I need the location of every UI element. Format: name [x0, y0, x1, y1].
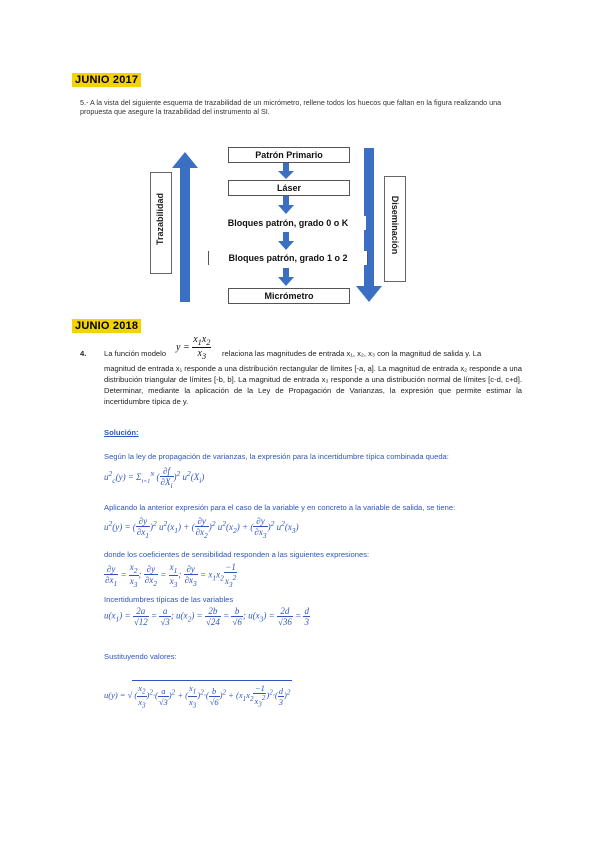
box-patron-primario: Patrón Primario: [228, 147, 350, 163]
section-header-2018: JUNIO 2018: [72, 319, 141, 333]
box-micrometro: Micrómetro: [228, 288, 350, 304]
traceability-diagram: [150, 140, 450, 310]
question-4-body: magnitud de entrada x₁ responde a una distribución rectangular de límites [-a, a]. La magnitud de entrada x₂ responde a una distribución triangular de límites [-b, b]. La magnitud de entrada x₃ responde a una distribución normal de límites [c-d, c+d]. Determinar, mediante la aplicación de la Ley de Propagación de Varianzas, la expresión que permite estimar la incertidumbre típica de y.: [104, 364, 522, 406]
solution-line-3: donde los coeficientes de sensibilidad responden a las siguientes expresiones:: [104, 550, 370, 559]
traceability-label: Trazabilidad: [155, 193, 165, 246]
model-function-formula: y = $\frac{x_1x_2}{x_3}$: [176, 334, 211, 361]
arrow-down-icon: [278, 196, 294, 214]
formula-applied: $u^2(y)$ = ( $\frac{\partial y}{\partial x_1}$ )$^2$ $u^2(x_1)$ + ( $\frac{\partial y}{\partial x_2}$ )$^2$ $u^2(x_2)$ + ( $\frac{\partial y}{\partial x_3}$ )$^2$ $u^2(x_3)$: [104, 516, 299, 540]
arrow-down-icon: [278, 163, 294, 179]
box-laser: Láser: [228, 180, 350, 196]
formula-typical-uncertainties: $u(x_1)$ = $\frac{2a}{√12}$ = $\frac{a}{√3}$ ; $u(x_2)$ = $\frac{2b}{√24}$ = $\frac{b}{√6}$ ; $u(x_3)$ = $\frac{2d}{√36}$ = $\frac{d}{3}$: [104, 606, 309, 627]
traceability-up-arrow: [172, 152, 198, 302]
solution-line-4: Incertidumbres típicas de las variables: [104, 595, 234, 604]
solution-line-5: Sustituyendo valores:: [104, 652, 177, 661]
arrow-down-icon: [278, 232, 294, 250]
solution-line-2: Aplicando la anterior expresión para el caso de la variable y en concreto a la variable de salida, se tiene:: [104, 503, 456, 512]
solution-title: Solución:: [104, 428, 139, 437]
solution-line-1: Según la ley de propagación de varianzas, la expresión para la incertidumbre típica combinada queda:: [104, 452, 449, 461]
question-5-text: 5.- A la vista del siguiente esquema de trazabilidad de un micrómetro, rellene todos los huecos que faltan en la figura realizando una propuesta que asegure la trazabilidad del instrumento al SI.: [80, 98, 502, 116]
box-bloques-grado-0: Bloques patrón, grado 0 o K: [210, 216, 366, 230]
question-4-number: 4.: [80, 349, 87, 358]
formula-sensitivity: $\frac{\partial y}{\partial x_1}$ = $\frac{x_2}{x_3}$ ; $\frac{\partial y}{\partial x_2}$ = $\frac{x_1}{x_3}$ ; $\frac{\partial y}{\partial x_3}$ = $x_1x_2$ $\frac{-1}{x_3^2}$: [105, 562, 237, 589]
arrow-down-icon: [278, 268, 294, 286]
section-header-2017: JUNIO 2017: [72, 73, 141, 87]
question-4-intro-a: La función modelo: [104, 349, 167, 358]
dissemination-label: Diseminación: [390, 195, 400, 255]
question-4-intro-b: relaciona las magnitudes de entrada x₁, x₂, x₃ con la magnitud de salida y. La: [222, 349, 482, 358]
formula-final: u(y) = √ ( $\frac{x_2}{x_3}$ )$^2$·( $\frac{a}{√3}$ )$^2$ + ( $\frac{x_1}{x_3}$ )$^2$·( $\frac{b}{√6}$ )$^2 + (x_1x_2$ $\frac{-1}{x_3^2}$ )$^2$·( $\frac{d}{3}$ )$^2$: [104, 680, 292, 709]
box-bloques-grado-1: Bloques patrón, grado 1 o 2: [208, 251, 368, 265]
formula-combined-uncertainty: $u^2_c(y) = \Sigma_{i=1}^N$ ( $\frac{\partial f}{\partial X_i}$ )$^2$ $u^2(X_i)$: [104, 466, 205, 490]
